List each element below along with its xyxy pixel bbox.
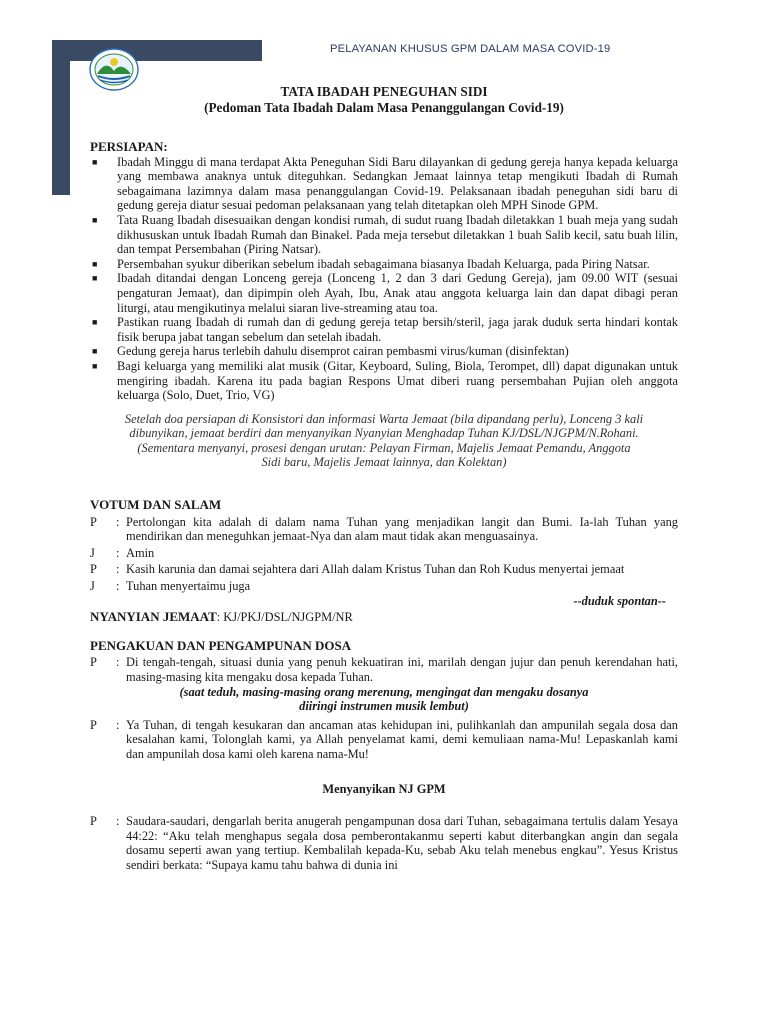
bullet-icon: ■ xyxy=(92,273,98,284)
liturgy-row: J : Amin xyxy=(90,545,155,560)
bullet-icon: ■ xyxy=(92,214,98,225)
list-item: ■ Bagi keluarga yang memiliki alat musik (Gitar, Keyboard, Suling, Biola, Terompet, dll) dapat digunakan untuk mengiring ibadah. Karena itu pada bagian Respons Umat diberi ruang persembahan Pujian oleh anggota keluarga (Solo, Duet, Trio, VG) xyxy=(92,358,678,403)
rubric-note: --duduk spontan-- xyxy=(573,593,666,608)
liturgy-row: P : Kasih karunia dan damai sejahtera dari Allah dalam Kristus Tuhan dan Roh Kudus menyertai jemaat xyxy=(90,562,625,577)
list-item: ■ Pastikan ruang Ibadah di rumah dan di gedung gereja tetap bersih/steril, jaga jarak duduk serta hindari kontak fisik berupa jabat tangan sebelum dan setelah ibadah. xyxy=(92,315,678,344)
section-heading-votum: VOTUM DAN SALAM xyxy=(90,497,222,513)
bullet-icon: ■ xyxy=(92,346,98,357)
liturgy-row: J : Tuhan menyertaimu juga xyxy=(90,579,251,594)
song-heading: Menyanyikan NJ GPM xyxy=(322,781,446,796)
nyanyian-jemaat-line: NYANYIAN JEMAAT: KJ/PKJ/DSL/NJGPM/NR xyxy=(90,609,353,625)
header-frame-horizontal xyxy=(52,40,262,61)
liturgy-row: P : Di tengah-tengah, situasi dunia yang penuh kekuatiran ini, marilah dengan jujur dan penuh kerendahan hati, masing-masing kita mengaku dosa kepada Tuhan. xyxy=(90,655,678,684)
section-heading-persiapan: PERSIAPAN: xyxy=(90,139,168,154)
list-item: ■ Ibadah Minggu di mana terdapat Akta Peneguhan Sidi Baru dilayankan di gedung gereja hanya kepada keluarga yang membawa anaknya untuk diteguhkan. Sedangkan Jemaat lainnya tetap mengikuti Ibadah di Rumah sebagaimana lazimnya dalam masa penanggulangan Covid-19. Pelaksanaan ibadah peneguhan sidi baru di gedung gereja diatur sesuai pedoman pelaksanaan yang telah ditetapkan oleh MPH Sinode GPM. xyxy=(92,154,678,213)
rubric-note: (saat teduh, masing-masing orang merenung, mengingat dan mengaku dosanya xyxy=(179,684,589,699)
list-item: ■ Gedung gereja harus terlebih dahulu disemprot cairan pembasmi virus/kuman (disinfektan) xyxy=(92,344,569,359)
bullet-icon: ■ xyxy=(92,317,98,328)
page-title: TATA IBADAH PENEGUHAN SIDI xyxy=(280,84,488,99)
liturgy-intro-note: Setelah doa persiapan di Konsistori dan informasi Warta Jemaat (bila dipandang perlu), Lonceng 3 kali dibunyikan, jemaat berdiri dan menyanyikan Nyanyian Menghadap Tuhan KJ/DSL/NJGPM/N.Rohani. (Sementara menyanyi, prosesi dengan urutan: Pelayan Firman, Majelis Jemaat Pemandu, Anggota Sidi baru, Majelis Jemaat lainnya, dan Kolektan) xyxy=(124,411,644,470)
persiapan-list xyxy=(90,155,678,403)
bullet-icon: ■ xyxy=(92,156,98,167)
liturgy-row: P : Saudara-saudari, dengarlah berita anugerah pengampunan dosa dari Tuhan, sebagaimana tertulis dalam Yesaya 44:22: “Aku telah menghapus segala dosa pemberontakanmu seperti kabut diterbangkan angin dan segala dosamu seperti awan yang tertiup. Kembalilah kepada-Ku, sebab Aku telah menebus engkau”. Yesus Kristus sendiri berkata: “Supaya kamu tahu bahwa di dunia ini xyxy=(90,814,678,872)
list-item: ■ Ibadah ditandai dengan Lonceng gereja (Lonceng 1, 2 dan 3 dari Gedung Gereja), jam 09.00 WIT (sesuai pengaturan Jemaat), dan dipimpin oleh Ayah, Ibu, Anak atau anggota keluarga lain dan dapat dibagi peran liturgi, atau mengikutinya melalui siaran live-streaming atau toa. xyxy=(92,271,678,315)
page-subtitle: (Pedoman Tata Ibadah Dalam Masa Penanggulangan Covid-19) xyxy=(204,100,564,115)
list-item: ■ Tata Ruang Ibadah disesuaikan dengan kondisi rumah, di sudut ruang Ibadah diletakkan 1 buah meja yang sudah dikhususkan untuk Ibadah Rumah dan Binakel. Pada meja tersebut diletakkan 1 buah Salib kecil, satu buah lilin, dan tempat Persembahan (Piring Natsar). xyxy=(92,212,678,257)
liturgy-row: P : Ya Tuhan, di tengah kesukaran dan ancaman atas kehidupan ini, pulihkanlah dan ampunilah segala dosa dan kesalahan kami, Tolonglah kami, ya Allah penyelamat kami, demi kemuliaan nama-Mu! Lepaskanlah kami dan ampunilah dosa kami oleh karena nama-Mu! xyxy=(90,717,678,761)
section-heading-pengakuan: PENGAKUAN DAN PENGAMPUNAN DOSA xyxy=(90,637,352,653)
bullet-icon: ■ xyxy=(92,258,98,269)
list-item: ■ Persembahan syukur diberikan sebelum ibadah sebagaimana biasanya Ibadah Keluarga, pada Piring Natsar. xyxy=(92,256,650,271)
header-frame-vertical xyxy=(52,40,70,195)
header-running-title: PELAYANAN KHUSUS GPM DALAM MASA COVID-19 xyxy=(330,43,611,55)
rubric-note: diiringi instrumen musik lembut) xyxy=(299,699,469,714)
document-body xyxy=(90,84,678,873)
liturgy-row: P : Pertolongan kita adalah di dalam nama Tuhan yang menjadikan langit dan Bumi. Ia-lah Tuhan yang mendirikan dan meneguhkan jemaat-Nya dan alam maut tidak akan menguasainya. xyxy=(90,514,678,544)
bullet-icon: ■ xyxy=(92,360,98,371)
